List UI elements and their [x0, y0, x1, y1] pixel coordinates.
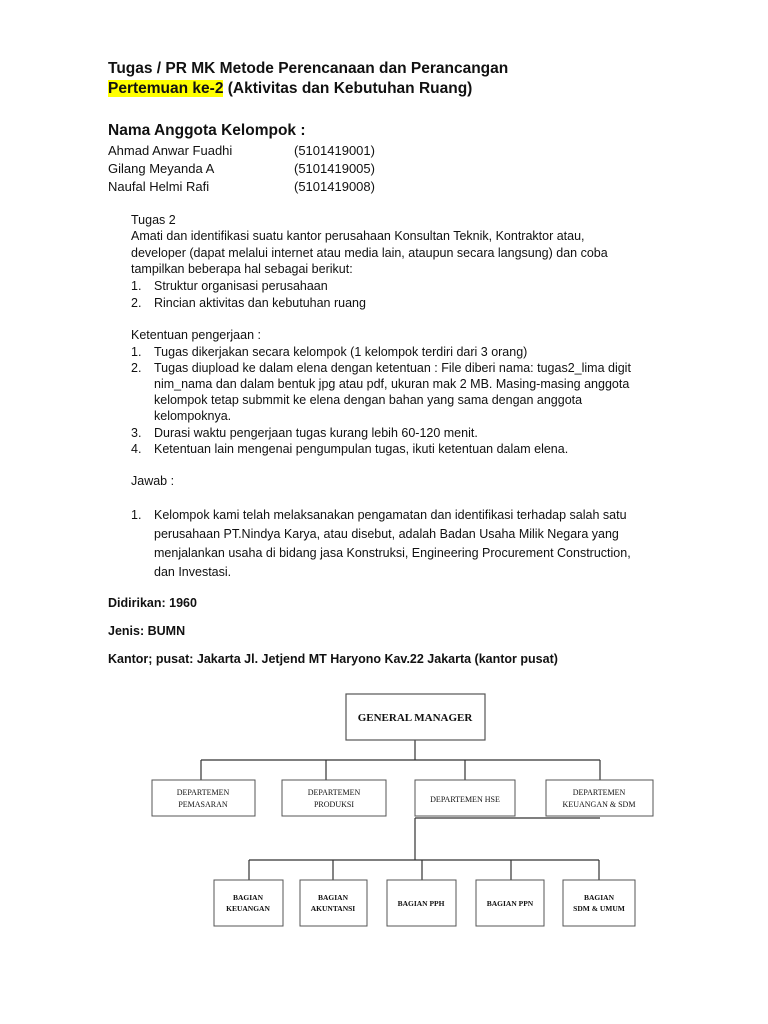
answer-line: perusahaan PT.Nindya Karya, atau disebut, adalah Badan Usaha Milik Negara yang	[154, 527, 619, 541]
rule-number: 3.	[131, 426, 142, 440]
member-nim: (5101419008)	[294, 179, 375, 194]
task-item-number: 1.	[131, 279, 142, 293]
task-desc-line: tampilkan beberapa hal sebagai berikut:	[131, 262, 353, 276]
department-label: DEPARTEMEN	[572, 788, 626, 797]
member-name: Ahmad Anwar Fuadhi	[108, 143, 233, 158]
rule-text: Tugas diupload ke dalam elena dengan ketentuan : File diberi nama: tugas2_lima digit	[154, 361, 631, 375]
member-nim: (5101419005)	[294, 161, 375, 176]
department-label: KEUANGAN & SDM	[562, 800, 636, 809]
highlighted-meeting-label: Pertemuan ke-2	[108, 80, 224, 97]
members-heading: Nama Anggota Kelompok :	[108, 122, 306, 139]
org-box-section	[476, 880, 544, 926]
org-box-department	[546, 780, 653, 816]
rules-title: Ketentuan pengerjaan :	[131, 328, 261, 342]
rule-text: Tugas dikerjakan secara kelompok (1 kelompok terdiri dari 3 orang)	[154, 345, 528, 359]
section-label: SDM & UMUM	[573, 904, 625, 913]
section-label: BAGIAN	[232, 893, 264, 902]
answer-number: 1.	[131, 508, 142, 522]
answer-line: menjalankan usaha di bidang jasa Konstruksi, Engineering Procurement Construction,	[154, 546, 631, 560]
org-box-section	[214, 880, 283, 926]
section-label: BAGIAN PPH	[397, 899, 445, 908]
task-item-text: Struktur organisasi perusahaan	[154, 279, 328, 293]
org-box-section	[300, 880, 367, 926]
org-box-department	[282, 780, 386, 816]
task-title: Tugas 2	[131, 213, 176, 227]
org-box-department	[415, 780, 515, 816]
rule-text-continuation: nim_nama dan dalam bentuk jpg atau pdf, ukuran mak 2 MB. Masing-masing anggota	[154, 377, 630, 391]
answer-line: dan Investasi.	[154, 565, 232, 579]
section-label: BAGIAN PPN	[486, 899, 534, 908]
org-chart-connectors	[201, 740, 600, 880]
task-item-number: 2.	[131, 296, 142, 310]
rule-number: 2.	[131, 361, 142, 375]
department-label: PEMASARAN	[178, 800, 228, 809]
answer-line: Kelompok kami telah melaksanakan pengamatan dan identifikasi terhadap salah satu	[154, 508, 627, 522]
subtitle-rest: (Aktivitas dan Kebutuhan Ruang)	[223, 80, 473, 97]
org-box-section	[387, 880, 456, 926]
member-name: Naufal Helmi Rafi	[108, 179, 210, 194]
rule-number: 1.	[131, 345, 142, 359]
general-manager-label: GENERAL MANAGER	[357, 712, 473, 724]
member-nim: (5101419001)	[294, 143, 375, 158]
member-name: Gilang Meyanda A	[108, 161, 215, 176]
task-desc-line: Amati dan identifikasi suatu kantor perusahaan Konsultan Teknik, Kontraktor atau,	[131, 229, 585, 243]
company-office: Kantor; pusat: Jakarta Jl. Jetjend MT Haryono Kav.22 Jakarta (kantor pusat)	[108, 652, 558, 666]
task-desc-line: developer (dapat melalui internet atau media lain, ataupun secara langsung) dan coba	[131, 246, 608, 260]
rule-text: Durasi waktu pengerjaan tugas kurang lebih 60-120 menit.	[154, 426, 478, 440]
department-label: PRODUKSI	[313, 800, 355, 809]
department-label: DEPARTEMEN	[176, 788, 230, 797]
section-label: BAGIAN	[317, 893, 349, 902]
rule-text: Ketentuan lain mengenai pengumpulan tugas, ikuti ketentuan dalam elena.	[154, 442, 569, 456]
section-label: AKUNTANSI	[310, 904, 356, 913]
answer-title: Jawab :	[131, 474, 175, 488]
org-box-general-manager	[346, 694, 485, 740]
company-type: Jenis: BUMN	[108, 624, 186, 638]
section-label: KEUANGAN	[226, 904, 270, 913]
rule-text-continuation: kelompok tetap submmit ke elena dengan bahan yang sama dengan anggota	[154, 393, 583, 407]
org-box-section	[563, 880, 635, 926]
rule-number: 4.	[131, 442, 142, 456]
task-item-text: Rincian aktivitas dan kebutuhan ruang	[154, 296, 366, 310]
company-founded: Didirikan: 1960	[108, 596, 197, 610]
org-box-department	[152, 780, 255, 816]
document-title: Tugas / PR MK Metode Perencanaan dan Perancangan	[108, 60, 509, 77]
rule-text-continuation: kelompoknya.	[154, 409, 232, 423]
department-label: DEPARTEMEN	[307, 788, 361, 797]
section-label: BAGIAN	[583, 893, 615, 902]
department-label: DEPARTEMEN HSE	[430, 795, 500, 804]
